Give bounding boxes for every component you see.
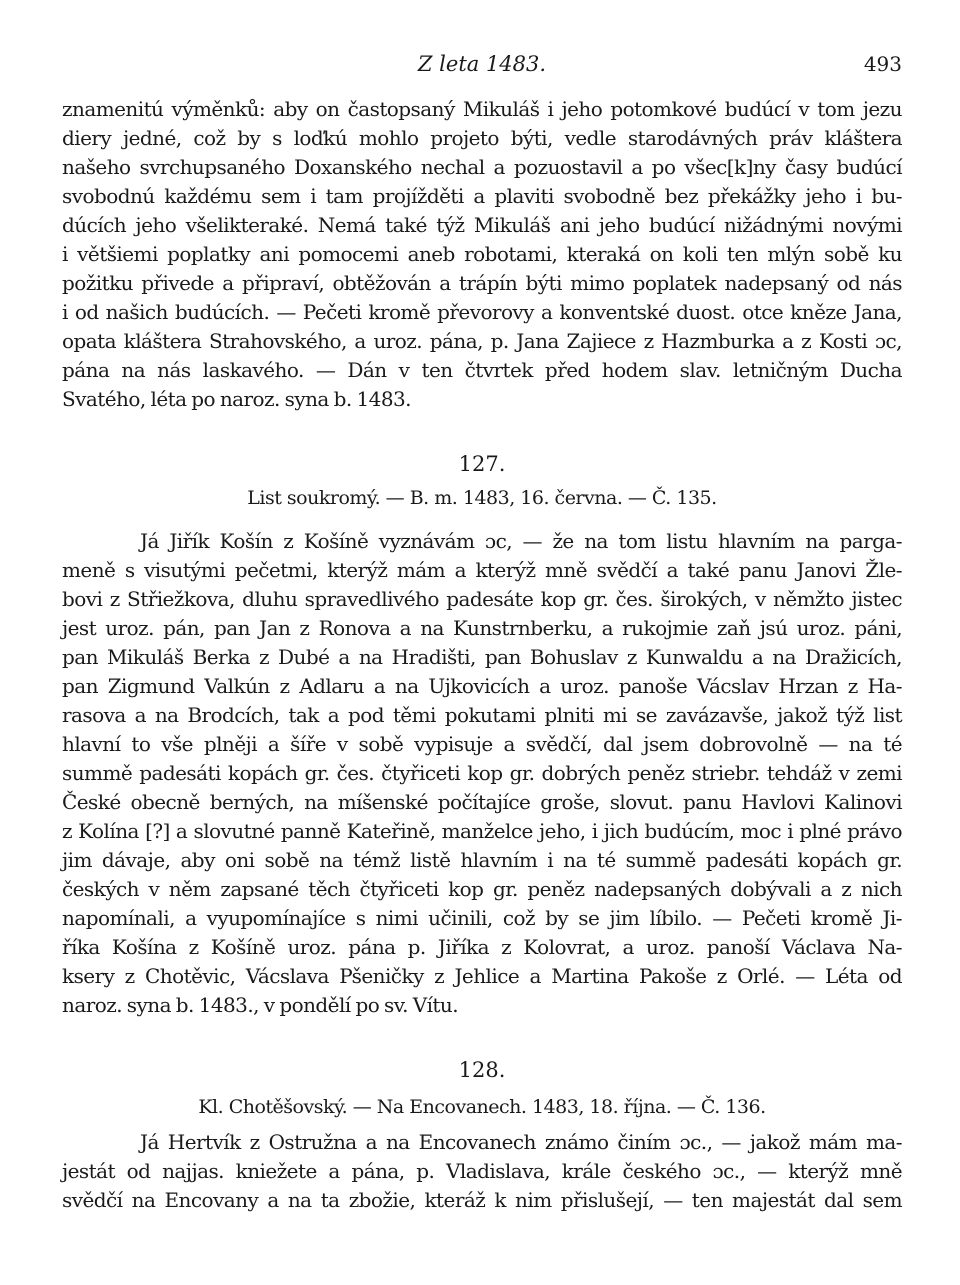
document-regest: Kl. Chotěšovský. — Na Encovanech. 1483, 18. října. — Č. 136. xyxy=(198,1096,766,1118)
text-line: ksery z Chotěvic, Vácslava Pšeničky z Jehlice a Martina Pakoše z Orlé. — Léta od xyxy=(62,964,902,988)
text-line: z Kolína [?] a slovutné panně Kateřině, manželce jeho, i jich budúcím, moc i plné právo xyxy=(62,819,902,843)
page-number: 493 xyxy=(863,52,902,76)
text-line: našeho svrchupsaného Doxanského nechal a pozuostavil a po všec[k]ny časy budúcí xyxy=(62,155,902,179)
document-number: 127. xyxy=(458,452,506,476)
text-line: České obecně berných, na míšenské počítajíce groše, slovut. panu Havlovi Kalinovi xyxy=(62,790,902,814)
document-number: 128. xyxy=(458,1058,506,1082)
text-line: naroz. syna b. 1483., v pondělí po sv. Vítu. xyxy=(62,993,459,1017)
running-title: Z leta 1483. xyxy=(417,52,547,76)
text-line: říka Košína z Košíně uroz. pána p. Jiříka z Kolovrat, a uroz. panoší Václava Na- xyxy=(62,935,902,959)
text-line: pan Zigmund Valkún z Adlaru a na Ujkovicích a uroz. panoše Vácslav Hrzan z Ha- xyxy=(62,674,902,698)
text-line: rasova a na Brodcích, tak a pod těmi pokutami plniti mi se zavázavše, jakož týž list xyxy=(62,703,902,727)
text-line: svědčí na Encovany a na ta zbožie, kteráž k nim přislušejí, — ten majestát dal sem xyxy=(62,1188,902,1212)
text-line: summě padesáti kopách gr. čes. čtyřiceti kop gr. dobrých peněz striebr. tehdáž v zemi xyxy=(62,761,902,785)
text-line: svobodnú každému sem i tam projížděti a plaviti svobodně bez překážky jeho i bu- xyxy=(62,184,902,208)
text-line: Já Hertvík z Ostružna a na Encovanech známo činím ɔc., — jakož mám ma- xyxy=(140,1130,902,1154)
text-line: meně s visutými pečetmi, kterýž mám a kterýž mně svědčí a také panu Janovi Žle- xyxy=(62,558,902,582)
text-line: napomínali, a vyupomínajíce s nimi učinili, což by se jim líbilo. — Pečeti kromě Ji- xyxy=(62,906,902,930)
page-header xyxy=(62,50,902,80)
text-line: Já Jiřík Košín z Košíně vyznávám ɔc, — že na tom listu hlavním na parga- xyxy=(140,529,902,553)
text-line: dúcích jeho všelikteraké. Nemá také týž Mikuláš ani jeho budúcí nižádnými novými xyxy=(62,213,902,237)
text-line: jestát od najjas. kniežete a pána, p. Vladislava, krále českého ɔc., — kterýž mně xyxy=(62,1159,902,1183)
text-line: jest uroz. pán, pan Jan z Ronova a na Kunstrnberku, a rukojmie zaň jsú uroz. páni, xyxy=(62,616,902,640)
text-line: Svatého, léta po naroz. syna b. 1483. xyxy=(62,387,411,411)
text-line: pána na nás laskavého. — Dán v ten čtvrtek před hodem slav. letničným Ducha xyxy=(62,358,902,382)
text-line: i od našich budúcích. — Pečeti kromě převorovy a konventské duost. otce kněze Jana, xyxy=(62,300,902,324)
text-line: pan Mikuláš Berka z Dubé a na Hradišti, pan Bohuslav z Kunwaldu a na Dražicích, xyxy=(62,645,902,669)
text-line: znamenitú výměnků: aby on častopsaný Mikuláš i jeho potomkové budúcí v tom jezu xyxy=(62,97,902,121)
text-line: opata kláštera Strahovského, a uroz. pána, p. Jana Zajiece z Hazmburka a z Kosti ɔc, xyxy=(62,329,902,353)
text-line: i většiemi poplatky ani pomocemi aneb robotami, kteraká on koli ten mlýn sobě ku xyxy=(62,242,902,266)
text-line: českých v něm zapsané těch čtyřiceti kop gr. peněz nadepsaných dobývali a z nich xyxy=(62,877,902,901)
text-line: jim dávaje, aby oni sobě na témž listě hlavním i na té summě padesáti kopách gr. xyxy=(62,848,902,872)
text-line: bovi z Střiežkova, dluhu spravedlivého padesáte kop gr. čes. širokých, v němžto jistec xyxy=(62,587,902,611)
text-line: hlavní to vše plněji a šíře v sobě vypisuje a svědčí, dal jsem dobrovolně — na té xyxy=(62,732,902,756)
text-line: požitku přivede a připraví, obtěžován a trápín býti mimo poplatek nadepsaný od nás xyxy=(62,271,902,295)
text-line: diery jedné, což by s loďkú mohlo projeto býti, vedle starodávných práv kláštera xyxy=(62,126,902,150)
document-regest: List soukromý. — B. m. 1483, 16. června. — Č. 135. xyxy=(247,487,717,509)
